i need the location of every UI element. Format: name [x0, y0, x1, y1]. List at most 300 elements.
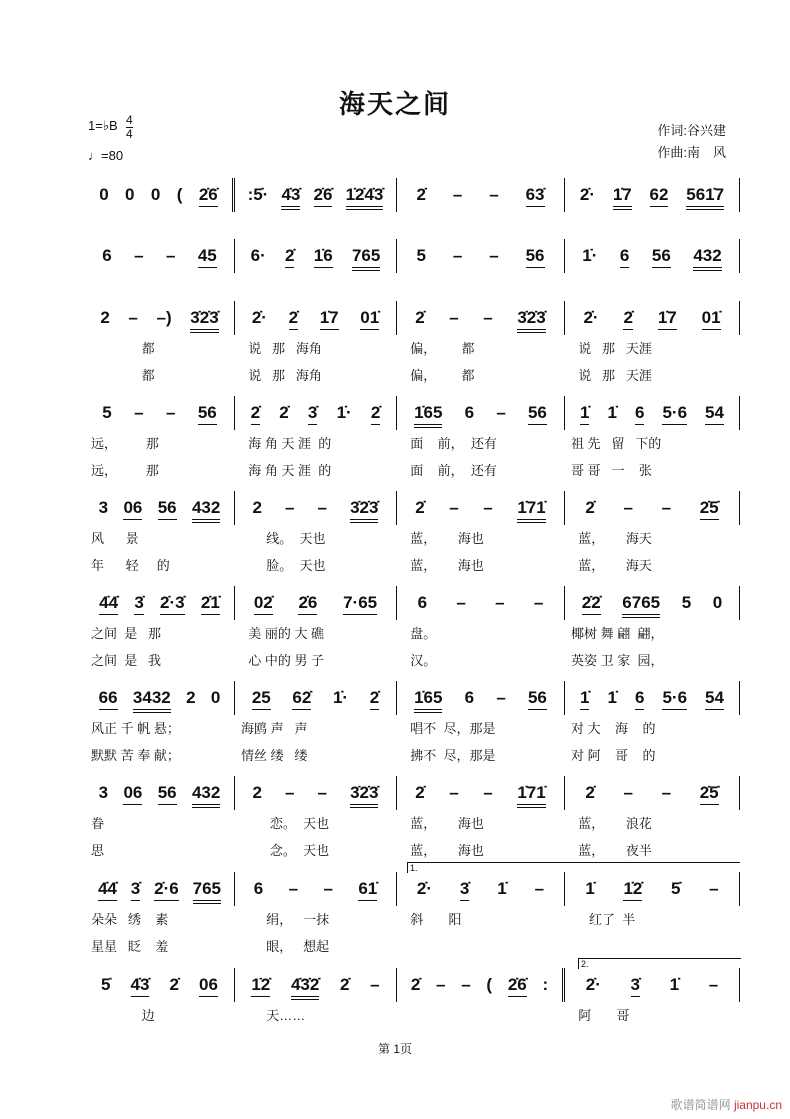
note-group: 6	[620, 239, 629, 268]
lyrics-verse-1	[85, 335, 740, 362]
note-group: 2̇·6	[154, 872, 179, 901]
note-group: 6	[102, 246, 112, 265]
note-group: –	[661, 783, 672, 802]
measure	[235, 301, 397, 335]
note-group: 06	[123, 776, 142, 805]
note-group: –	[449, 783, 459, 802]
note-group: 3̇	[308, 396, 317, 425]
note-group: 6	[417, 593, 428, 612]
note-group: –	[165, 246, 176, 265]
note-group: 1̇2̇	[251, 968, 270, 997]
note-group: 1̇7	[613, 178, 632, 210]
note-group: 1̇71̇	[517, 491, 545, 523]
lyrics-verse-1	[85, 906, 740, 933]
note-group: 56	[652, 239, 671, 268]
lyric-segment: 蓝， 海天	[571, 558, 652, 573]
lyric-segment: 说 那 天涯	[571, 341, 652, 356]
note-group: 1̇7	[658, 301, 677, 330]
lyrics-verse-1	[85, 525, 740, 552]
lyric-segment: 面 前， 还有	[403, 436, 497, 451]
measure	[565, 776, 740, 810]
note-group: (	[176, 185, 183, 204]
measure	[235, 968, 397, 1002]
note-group: 1̇	[580, 681, 589, 710]
note-group: 2̇	[585, 783, 595, 802]
notes-line	[85, 239, 740, 273]
note-group: 1̇6	[314, 239, 333, 268]
note-group: –	[165, 403, 176, 422]
lyric-segment: 念。 天也	[241, 843, 330, 858]
lyric-segment: 之间 是 我	[91, 653, 162, 668]
note-group: –	[483, 498, 493, 517]
lyric-segment: 祖 先 留 下的	[571, 436, 662, 451]
volta-bracket: 1.	[407, 862, 740, 873]
note-group: 1̇	[607, 403, 617, 422]
lyric-segment: 面 前， 还有	[403, 463, 497, 478]
note-group: –	[317, 498, 328, 517]
measure	[85, 178, 235, 212]
note-group: –	[370, 975, 380, 994]
note-group: 56	[198, 396, 217, 425]
note-group: 2	[252, 498, 262, 517]
measure	[85, 968, 235, 1002]
note-group: –	[323, 879, 333, 898]
note-group: 54	[705, 396, 724, 425]
notes-line	[85, 872, 740, 906]
note-group: 3̇2̇3̇	[350, 491, 378, 523]
score-row	[85, 586, 740, 674]
note-group: 0	[712, 593, 723, 612]
lyric-segment: 蓝， 海也	[403, 816, 484, 831]
lyrics-verse-2	[85, 837, 740, 864]
note-group: 6	[464, 688, 475, 707]
note-group: 1̇7	[320, 301, 339, 330]
lyric-segment: 天……	[241, 1008, 306, 1023]
note-group: 2̇	[285, 239, 294, 268]
measure	[235, 178, 397, 212]
note-group: –	[489, 185, 499, 204]
note-group: 1̇	[497, 879, 507, 898]
lyric-segment: 拂不 尽，那是	[403, 748, 496, 763]
note-group: –	[285, 498, 295, 517]
note-group: 2̇·	[583, 308, 599, 327]
note-group: 3̇2̇3̇	[350, 776, 378, 808]
time-signature-numerator: 4	[126, 113, 133, 127]
note-group: 5·6	[662, 396, 687, 425]
lyric-segment: 边	[91, 1008, 155, 1023]
score-row	[85, 396, 740, 484]
lyrics-verse-1	[85, 715, 740, 742]
lyric-segment: 蓝， 浪花	[571, 816, 652, 831]
lyric-segment: 脸。 天也	[241, 558, 326, 573]
lyric-segment: 心 中的 男 子	[241, 653, 325, 668]
note-group: 6	[635, 681, 644, 710]
lyric-segment: 星星 眨 羞	[91, 939, 169, 954]
measure	[397, 239, 565, 273]
note-group: –	[708, 975, 719, 994]
note-group: :5̇·	[247, 185, 269, 204]
lyric-segment: 说 那 天涯	[571, 368, 652, 383]
note-group: 2̇5̇	[700, 491, 719, 520]
lyric-segment: 斜 阳	[403, 912, 462, 927]
note-group: 5	[681, 593, 692, 612]
score-row	[85, 863, 740, 960]
note-group: 432	[192, 776, 220, 808]
measure	[565, 178, 740, 212]
note-group: 1̇	[669, 975, 680, 994]
lyric-segment: 朵朵 绣 素	[91, 912, 169, 927]
note-group: 54	[705, 681, 724, 710]
note-group: –	[489, 246, 499, 265]
note-group: 4̇3̇2̇	[291, 968, 319, 1000]
note-group: 2̇	[169, 975, 179, 994]
note-group: –	[661, 498, 672, 517]
lyric-segment: 对 大 海 的	[571, 721, 656, 736]
note-group: –	[134, 246, 144, 265]
note-group: 3̇2̇3̇	[190, 301, 218, 333]
lyrics-verse-1	[85, 810, 740, 837]
note-group: 2	[100, 308, 110, 327]
note-group: 2̇	[251, 396, 260, 425]
notes-line	[85, 968, 740, 1002]
note-group: 02̇	[254, 586, 273, 615]
note-group: 62	[650, 178, 669, 207]
note-group: 2̇·	[579, 185, 596, 204]
measure	[85, 301, 235, 335]
note-group: 2̇·3̇	[160, 586, 185, 615]
note-group: 2̇6̇	[314, 178, 333, 207]
measure	[235, 491, 397, 525]
volta-bracket: 2.	[578, 958, 741, 969]
score-row	[85, 178, 740, 212]
score-row	[85, 776, 740, 864]
note-group: 765	[352, 239, 380, 271]
measure	[235, 396, 397, 430]
lyric-segment: 蓝， 夜半	[571, 843, 652, 858]
note-group: 5	[416, 246, 426, 265]
note-group: 2̇	[279, 403, 289, 422]
lyric-segment: 红了 半	[571, 912, 636, 927]
note-group: 3432	[133, 681, 171, 713]
measure	[235, 872, 397, 906]
measure	[397, 681, 565, 715]
lyric-segment: 恋。 天也	[241, 816, 330, 831]
note-group: 1̇71̇	[517, 776, 545, 808]
note-group: –	[288, 879, 299, 898]
lyricist: 作词:谷兴建	[657, 123, 726, 138]
watermark	[671, 1096, 782, 1113]
note-group: 432	[192, 491, 220, 523]
note-group: 1̇	[580, 396, 589, 425]
note-group: –	[449, 498, 459, 517]
measure	[397, 301, 565, 335]
note-group: 4̇3̇	[281, 178, 300, 210]
note-group: 1̇·	[336, 403, 352, 422]
lyric-segment: 海 角 天 涯 的	[241, 463, 332, 478]
note-group: 5·6	[662, 681, 687, 710]
notes-line	[85, 586, 740, 620]
measure	[397, 586, 565, 620]
note-group: 1̇·	[332, 688, 349, 707]
notes-line	[85, 301, 740, 335]
note-group: 01̇	[360, 301, 379, 330]
lyric-segment	[565, 933, 740, 960]
lyrics-verse-2	[85, 742, 740, 769]
note-group: 2̇1̇	[201, 586, 220, 615]
note-group: –	[495, 593, 505, 612]
lyric-segment: 唱不 尽，那是	[403, 721, 496, 736]
measure	[397, 178, 565, 212]
note-group: 4̇3̇	[131, 968, 150, 997]
lyric-segment: 都	[91, 341, 155, 356]
lyrics-verse-1	[85, 1002, 740, 1029]
lyric-segment: 蓝， 海也	[403, 531, 484, 546]
measure	[85, 239, 235, 273]
note-group: –	[461, 975, 471, 994]
measure	[235, 681, 397, 715]
note-group: –	[483, 783, 493, 802]
lyrics-verse-2	[85, 552, 740, 579]
note-group: 5	[102, 403, 112, 422]
note-group: 2	[186, 688, 196, 707]
lyrics-verse-2	[85, 647, 740, 674]
note-group: 2̇5̇	[700, 776, 719, 805]
note-group: –	[496, 403, 506, 422]
note-group: 1̇	[607, 688, 617, 707]
note-group: 2̇	[415, 783, 425, 802]
lyric-segment: 远， 那	[91, 436, 159, 451]
measure	[397, 968, 565, 1002]
lyric-segment: 默默 苦 奉 献；	[91, 748, 180, 763]
lyrics-verse-1	[85, 620, 740, 647]
note-group: 2̇	[370, 681, 379, 710]
note-group: 56	[528, 681, 547, 710]
measure	[397, 776, 565, 810]
lyric-segment: 美 丽的 大 礁	[241, 626, 325, 641]
note-group: 3̇	[631, 968, 640, 997]
lyric-segment: 眼， 想起	[241, 939, 330, 954]
lyrics-verse-1	[85, 430, 740, 457]
measure	[235, 776, 397, 810]
score-row	[85, 239, 740, 273]
note-group: 56	[158, 491, 177, 520]
note-group: 2̇·	[416, 879, 433, 898]
note-group: –	[452, 185, 463, 204]
measure	[85, 681, 235, 715]
note-group: –	[623, 498, 633, 517]
note-group: 01̇	[702, 301, 721, 330]
song-title: 海天之间	[338, 90, 451, 120]
lyric-segment: 线。 天也	[241, 531, 326, 546]
score-row	[85, 301, 740, 389]
measure	[85, 776, 235, 810]
note-group: –	[534, 879, 545, 898]
lyric-segment	[397, 933, 565, 960]
tempo-marking: ♩=80	[88, 148, 124, 163]
measure	[397, 872, 565, 906]
lyric-segment: 蓝， 海天	[571, 531, 652, 546]
lyric-segment: 远， 那	[91, 463, 159, 478]
lyric-segment	[397, 1002, 565, 1029]
lyric-segment: 之间 是 那	[91, 626, 162, 641]
composer: 作曲:南 风	[657, 145, 726, 160]
credits	[657, 120, 726, 164]
note-group: –	[452, 246, 463, 265]
note-group: 561̇7	[686, 178, 724, 210]
note-group: 1̇·	[582, 246, 598, 265]
lyric-segment: 汉。	[403, 653, 437, 668]
measure	[235, 586, 397, 620]
note-group: 0	[99, 185, 109, 204]
measure	[85, 872, 235, 906]
note-group: 6	[253, 879, 264, 898]
lyric-segment: 情丝 缕 缕	[241, 748, 308, 763]
note-group: –	[533, 593, 544, 612]
lyric-segment: 偏， 都	[403, 368, 475, 383]
note-group: 66	[99, 681, 118, 710]
note-group: 2̇6	[298, 586, 317, 615]
note-group: :	[542, 975, 549, 994]
note-group: 56	[526, 239, 545, 268]
lyric-segment: 阿 哥	[571, 1008, 630, 1023]
time-signature	[126, 114, 133, 141]
note-group: 7·65	[343, 586, 377, 615]
lyric-segment: 说 那 海角	[241, 368, 322, 383]
lyric-segment: 英姿 卫 家 园，	[571, 653, 664, 668]
measure	[397, 396, 565, 430]
note-group: 2̇	[415, 308, 425, 327]
note-group: –	[623, 783, 633, 802]
notes-line	[85, 681, 740, 715]
note-group: 1̇	[585, 879, 595, 898]
lyric-segment: 蓝， 海也	[403, 843, 484, 858]
note-group: 6	[464, 403, 475, 422]
note-group: 2̇	[340, 975, 350, 994]
score-row	[85, 959, 740, 1029]
score-row	[85, 681, 740, 769]
lyric-segment: 风 景	[91, 531, 139, 546]
note-group: –	[449, 308, 459, 327]
note-group: –)	[156, 308, 172, 327]
note-group: –	[496, 688, 506, 707]
lyric-segment: 思	[91, 843, 105, 858]
note-group: 3̇2̇3̇	[517, 301, 545, 333]
note-group: 62̇	[292, 681, 311, 710]
note-group: 0	[150, 185, 161, 204]
note-group: 1̇65	[414, 396, 442, 428]
note-group: 6	[635, 396, 644, 425]
lyric-segment: 绢， 一抹	[241, 912, 330, 927]
note-group: 2̇	[416, 185, 426, 204]
measure	[397, 491, 565, 525]
note-group: 2̇6̇	[508, 968, 527, 997]
measure	[85, 491, 235, 525]
note-group: 0	[210, 688, 221, 707]
lyric-segment: 对 阿 哥 的	[571, 748, 656, 763]
lyric-segment: 风正 千 帆 悬；	[91, 721, 180, 736]
lyric-segment: 盘。	[403, 626, 437, 641]
lyric-segment: 海 角 天 涯 的	[241, 436, 332, 451]
note-group: 1̇65	[414, 681, 442, 713]
note-group: 25	[252, 681, 271, 710]
note-group: 2̇	[623, 301, 632, 330]
lyric-segment: 年 轻 的	[91, 558, 170, 573]
note-group: 2̇·	[585, 975, 601, 994]
measure	[565, 968, 740, 1002]
measure	[565, 586, 740, 620]
note-group: 2̇·	[251, 308, 267, 327]
note-group: 5̇	[671, 879, 681, 898]
lyric-segment: 偏， 都	[403, 341, 475, 356]
measure	[565, 239, 740, 273]
time-signature-denominator: 4	[126, 127, 133, 141]
note-group: (	[486, 975, 493, 994]
lyric-segment: 海鸥 声 声	[241, 721, 308, 736]
note-group: 3̇	[460, 872, 469, 901]
note-group: 3̇	[134, 586, 143, 615]
note-group: 3	[98, 498, 109, 517]
note-group: 4̇4̇	[98, 872, 117, 901]
watermark-en: jianpu.cn	[733, 1098, 782, 1112]
watermark-cn: 歌谱简谱网	[670, 1098, 731, 1112]
note-group: 06	[123, 491, 142, 520]
note-group: 4̇4̇	[99, 586, 118, 615]
measure	[235, 239, 397, 273]
notes-line	[85, 776, 740, 810]
lyric-segment: 椰树 舞 翩 翩，	[571, 626, 664, 641]
note-group: –	[285, 783, 295, 802]
note-group: –	[128, 308, 138, 327]
note-group: 61̇	[358, 872, 377, 901]
note-group: 2̇	[289, 301, 298, 330]
measure	[565, 491, 740, 525]
lyric-segment: 都	[91, 368, 155, 383]
notes-line	[85, 491, 740, 525]
note-group: –	[317, 783, 328, 802]
note-group: –	[456, 593, 466, 612]
note-group: 1̇2̇4̇3̇	[346, 178, 384, 210]
lyric-segment: 说 那 海角	[241, 341, 322, 356]
notes-line	[85, 396, 740, 430]
measure	[565, 396, 740, 430]
score-row	[85, 491, 740, 579]
lyric-segment: 眷	[91, 816, 105, 831]
note-group: –	[436, 975, 446, 994]
note-group: 5̇	[101, 975, 111, 994]
note-group: 2̇6̇	[199, 178, 218, 207]
page-number: 第 1页	[377, 1042, 412, 1056]
measure	[565, 301, 740, 335]
note-group: 63̇	[526, 178, 545, 207]
note-group: 56	[528, 396, 547, 425]
lyrics-verse-2	[85, 933, 740, 960]
note-group: 1̇2̇	[623, 872, 642, 901]
note-group: 06	[199, 968, 218, 997]
note-group: 765	[193, 872, 221, 904]
note-group: 2̇	[585, 498, 595, 517]
note-group: 2̇2̇	[582, 586, 601, 615]
note-group: 45	[198, 239, 217, 268]
note-group: 3	[98, 783, 109, 802]
measure	[565, 872, 740, 906]
measure	[85, 396, 235, 430]
note-group: 2	[252, 783, 262, 802]
key-signature: 1=♭B	[88, 118, 118, 133]
note-group: 2̇	[371, 396, 380, 425]
note-group: 6765	[622, 586, 660, 618]
lyrics-verse-2	[85, 457, 740, 484]
lyrics-verse-2	[85, 362, 740, 389]
